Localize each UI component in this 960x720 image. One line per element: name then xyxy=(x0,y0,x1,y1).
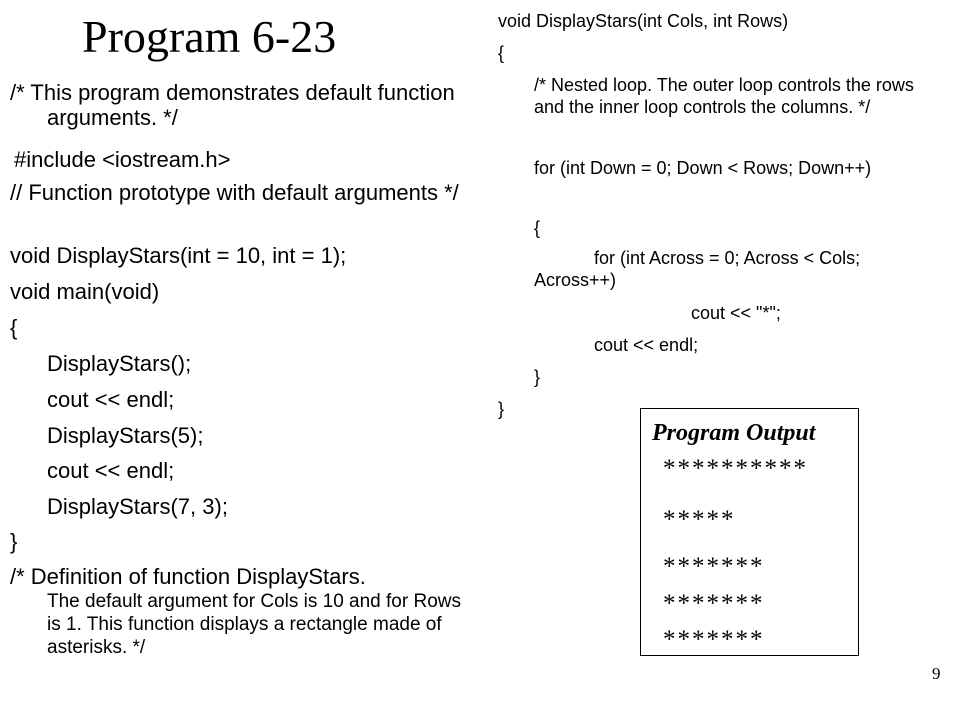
function-signature: void DisplayStars(int Cols, int Rows) xyxy=(498,11,789,31)
include-directive: #include <iostream.h> xyxy=(14,147,231,172)
main-body-line: cout << endl; xyxy=(47,387,175,412)
main-body-line: cout << endl; xyxy=(47,458,175,483)
main-body-line: DisplayStars(5); xyxy=(47,423,204,448)
main-open-brace: { xyxy=(10,315,18,340)
definition-comment-first: /* Definition of function DisplayStars. xyxy=(10,564,366,589)
cout-endl-statement: cout << endl; xyxy=(594,335,699,355)
output-line: ***** xyxy=(663,506,736,533)
output-line: ********** xyxy=(663,455,808,482)
function-open-brace: { xyxy=(498,43,505,63)
output-line: ******* xyxy=(663,626,765,653)
outer-loop-close-brace: } xyxy=(534,367,541,387)
cout-star-statement: cout << "*"; xyxy=(691,303,781,323)
page-number: 9 xyxy=(932,664,941,683)
main-body-line: DisplayStars(7, 3); xyxy=(47,494,228,519)
definition-comment-rest: The default argument for Cols is 10 and for Rows is 1. This function displays a rectangle made of asterisks. */ xyxy=(47,591,461,658)
main-signature: void main(void) xyxy=(10,279,160,304)
outer-loop-open-brace: { xyxy=(534,218,541,238)
program-comment: /* This program demonstrates default function arguments. */ xyxy=(10,80,455,130)
outer-for-loop: for (int Down = 0; Down < Rows; Down++) xyxy=(534,158,872,178)
function-close-brace: } xyxy=(498,399,505,419)
prototype-comment: // Function prototype with default arguments */ xyxy=(10,180,459,205)
slide-title: Program 6-23 xyxy=(82,11,337,62)
program-output-box xyxy=(640,408,859,656)
main-close-brace: } xyxy=(10,529,18,554)
output-line: ******* xyxy=(663,553,765,580)
program-output-title: Program Output xyxy=(652,420,816,446)
function-prototype: void DisplayStars(int = 10, int = 1); xyxy=(10,243,347,268)
loop-comment: /* Nested loop. The outer loop controls the rows and the inner loop controls the columns. */ xyxy=(534,75,914,117)
main-body-line: DisplayStars(); xyxy=(47,351,192,376)
inner-for-loop: for (int Across = 0; Across < Cols; Across++) xyxy=(534,248,861,290)
output-line: ******* xyxy=(663,590,765,617)
